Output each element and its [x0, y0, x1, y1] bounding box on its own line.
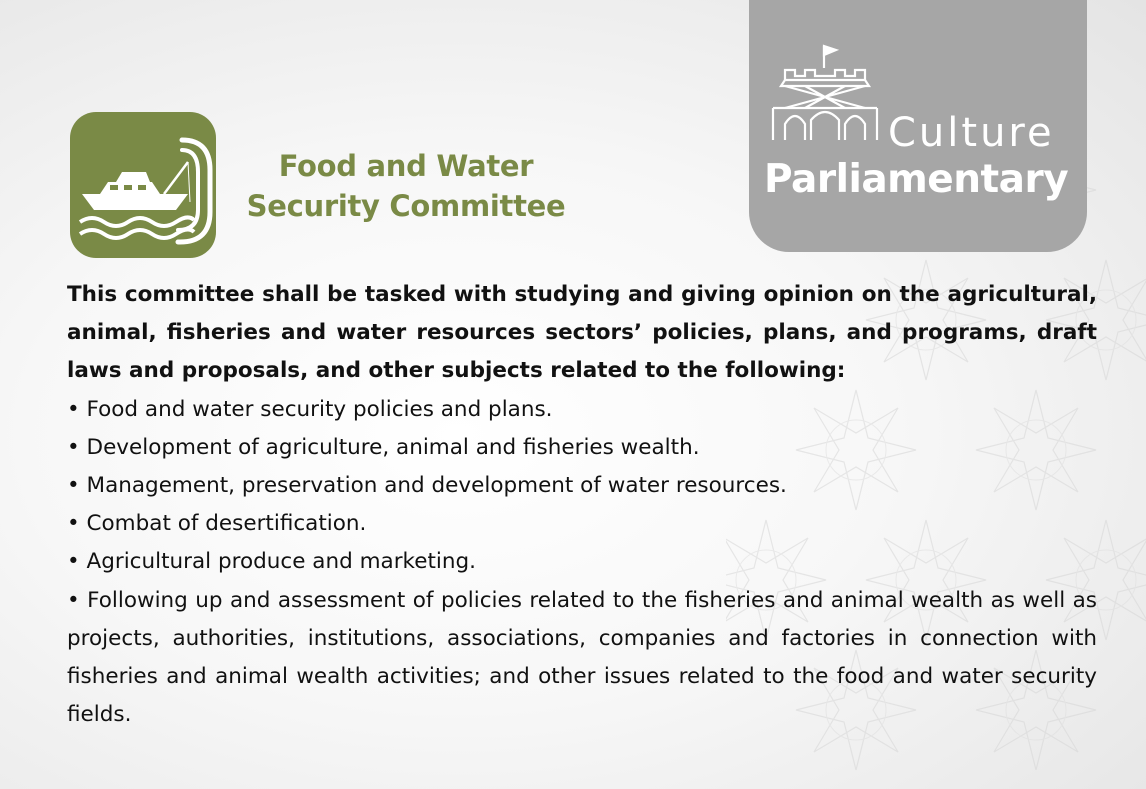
list-item: • Management, preservation and development of water resources. — [67, 473, 787, 499]
list-item: • Agricultural produce and marketing. — [67, 549, 476, 575]
committee-logo — [70, 112, 216, 258]
badge-parliamentary-text: Parliamentary — [764, 157, 1069, 202]
committee-title — [236, 146, 576, 226]
committee-title-line2: Security Committee — [246, 189, 566, 223]
intro-paragraph: This committee shall be tasked with studying and giving opinion on the agricultural, animal, fisheries and water resources sectors’ policies, plans, and programs, draft laws and proposals, and other subjects related to the following: — [67, 282, 1097, 384]
committee-description — [67, 276, 1097, 734]
list-item: • Food and water security policies and plans. — [67, 396, 553, 422]
boat-waves-icon — [70, 112, 216, 258]
list-item: • Combat of desertification. — [67, 511, 367, 537]
committee-title-line1: Food and Water — [278, 149, 534, 183]
list-item: • Following up and assessment of policies related to the fisheries and animal wealth as well as projects, authorities, institutions, associations, companies and factories in connection with fisheries and animal wealth activities; and other issues related to the food and water security fields. — [67, 587, 1097, 728]
list-item: • Development of agriculture, animal and fisheries wealth. — [67, 434, 700, 460]
badge-culture-text: Culture — [888, 110, 1055, 156]
responsibility-list — [67, 391, 1097, 735]
